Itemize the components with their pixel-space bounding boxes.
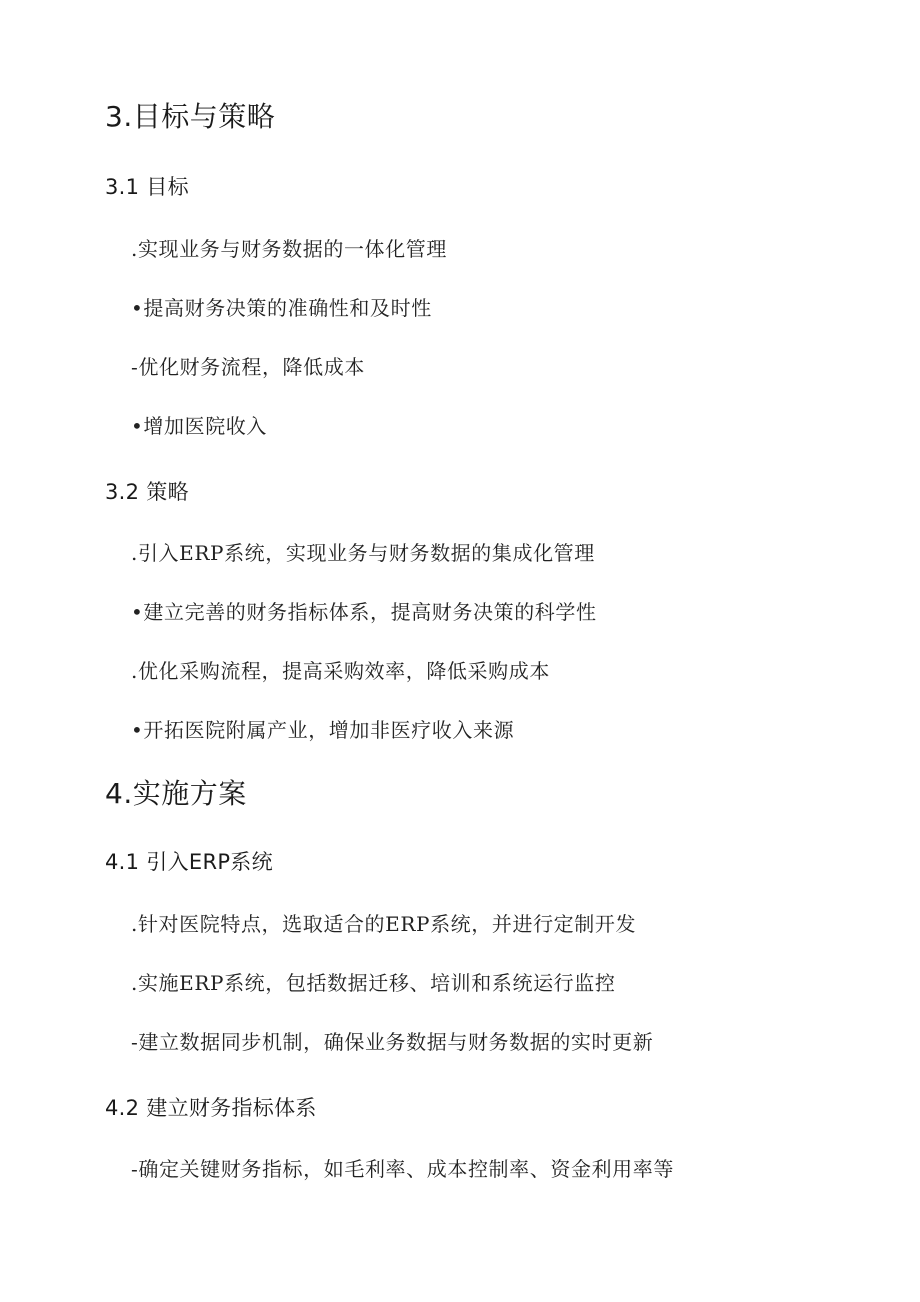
subsection-heading: 3.2 策略 bbox=[105, 480, 189, 504]
subsection-heading: 4.1 引入ERP系统 bbox=[105, 850, 273, 874]
subsection-heading: 3.1 目标 bbox=[105, 175, 189, 199]
list-item: -确定关键财务指标，如毛利率、成本控制率、资金利用率等 bbox=[131, 1157, 674, 1181]
list-item: .实现业务与财务数据的一体化管理 bbox=[131, 237, 447, 261]
section-heading: 3.目标与策略 bbox=[105, 100, 276, 133]
list-item: .优化采购流程，提高采购效率，降低采购成本 bbox=[131, 659, 550, 683]
list-item: •开拓医院附属产业，增加非医疗收入来源 bbox=[131, 718, 515, 742]
subsection-heading: 4.2 建立财务指标体系 bbox=[105, 1096, 317, 1120]
section-heading: 4.实施方案 bbox=[105, 777, 247, 810]
list-item: .引入ERP系统，实现业务与财务数据的集成化管理 bbox=[131, 541, 595, 565]
list-item: •提高财务决策的准确性和及时性 bbox=[131, 296, 432, 320]
list-item: .针对医院特点，选取适合的ERP系统，并进行定制开发 bbox=[131, 912, 637, 936]
list-item: -建立数据同步机制，确保业务数据与财务数据的实时更新 bbox=[131, 1030, 654, 1054]
list-item: •增加医院收入 bbox=[131, 414, 267, 438]
list-item: •建立完善的财务指标体系，提高财务决策的科学性 bbox=[131, 600, 597, 624]
list-item: -优化财务流程，降低成本 bbox=[131, 355, 365, 379]
list-item: .实施ERP系统，包括数据迁移、培训和系统运行监控 bbox=[131, 971, 616, 995]
